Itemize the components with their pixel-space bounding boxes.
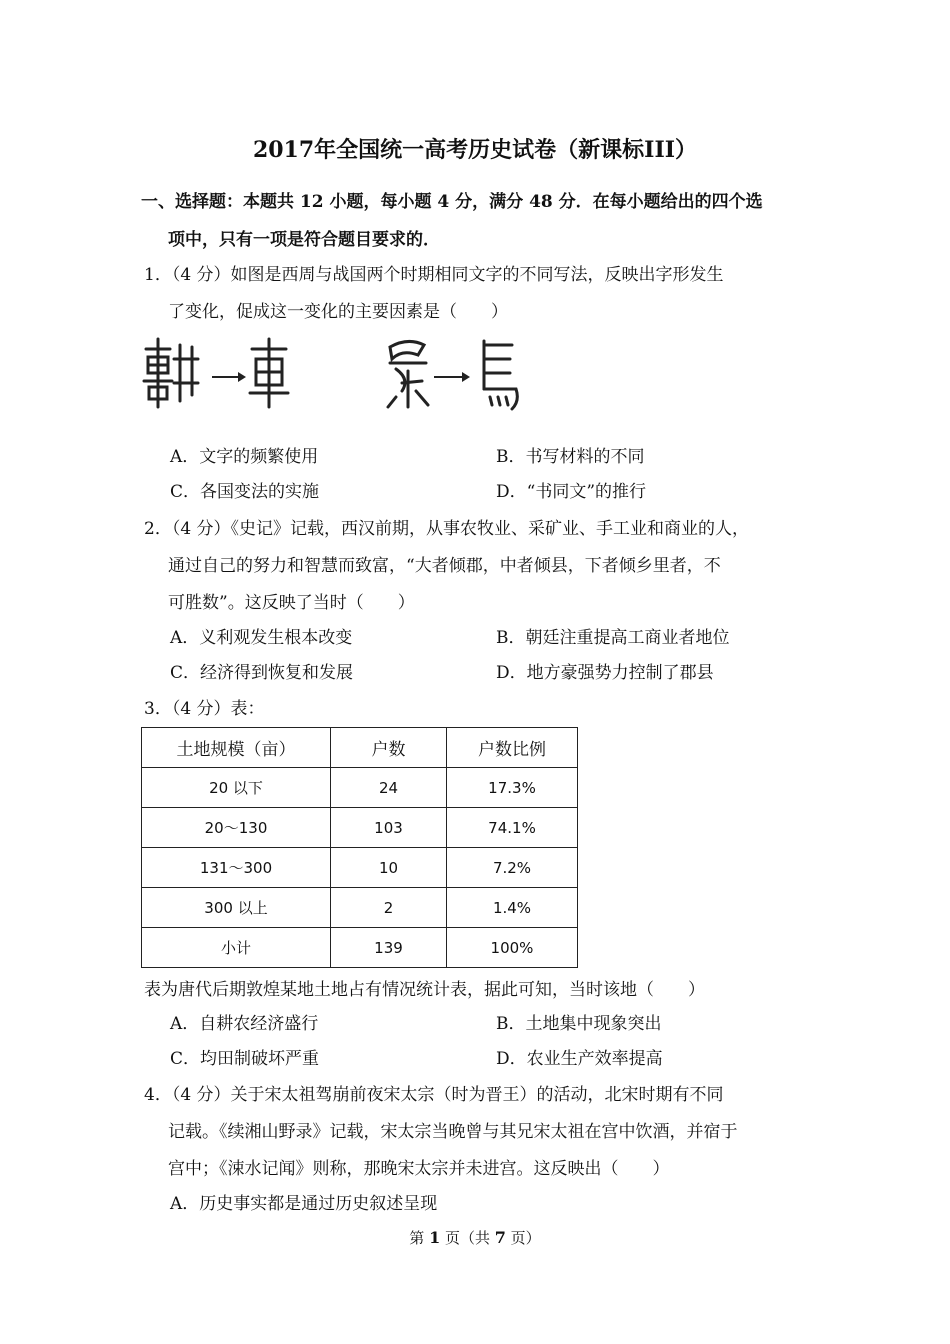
footer-prefix: 第 (409, 1229, 430, 1247)
table-cell: 20 以下 (142, 768, 331, 808)
table-cell: 2 (331, 888, 447, 928)
table-row (142, 808, 578, 848)
q4-option-a: A．历史事实都是通过历史叙述呈现 (170, 1194, 438, 1214)
q1-option-a: A．文字的频繁使用 (170, 447, 319, 467)
table-cell: 小计 (142, 928, 331, 968)
q1-option-d: D．“书同文”的推行 (496, 482, 647, 502)
q2-option-b: B．朝廷注重提高工商业者地位 (496, 628, 730, 648)
table-cell: 7.2% (447, 848, 578, 888)
q2-option-a: A．义利观发生根本改变 (170, 628, 353, 648)
section-heading-line1: 一、选择题：本题共 12 小题，每小题 4 分，满分 48 分．在每小题给出的四个选 (141, 192, 763, 212)
q3-caption: 表为唐代后期敦煌某地土地占有情况统计表，据此可知，当时该地（ ） (144, 980, 705, 1000)
q1-stem-line1: 1．（4 分）如图是西周与战国两个时期相同文字的不同写法，反映出字形发生 (144, 265, 724, 285)
table-cell: 103 (331, 808, 447, 848)
total-pages: 7 (494, 1228, 506, 1247)
q4-stem-line3: 宫中；《涑水记闻》则称，那晚宋太宗并未进宫。这反映出（ ） (168, 1159, 670, 1179)
section-heading-line2: 项中，只有一项是符合题目要求的． (168, 230, 440, 250)
arrow-icon (212, 372, 246, 382)
table-cell: 20～130 (142, 808, 331, 848)
q2-stem-line1: 2．（4 分）《史记》记载，西汉前期，从事农牧业、采矿业、手工业和商业的人， (144, 519, 750, 539)
table-cell: 300 以上 (142, 888, 331, 928)
table-cell: 10 (331, 848, 447, 888)
q3-option-b: B．土地集中现象突出 (496, 1014, 662, 1034)
q3-option-c: C．均田制破坏严重 (170, 1049, 320, 1069)
table-header-cell: 户数 (331, 728, 447, 768)
q2-stem-line2: 通过自己的努力和智慧而致富，“大者倾郡，中者倾县，下者倾乡里者，不 (168, 556, 721, 576)
q3-option-d: D．农业生产效率提高 (496, 1049, 663, 1069)
table-row (142, 928, 578, 968)
table-cell: 17.3% (447, 768, 578, 808)
footer-middle: 页（共 (440, 1229, 495, 1247)
table-row (142, 848, 578, 888)
page-footer (0, 1227, 950, 1248)
q1-stem-line2: 了变化，促成这一变化的主要因素是（ ） (168, 302, 508, 322)
arrow-icon (434, 372, 470, 382)
che-zhou-glyph (144, 339, 198, 407)
table-header-cell: 户数比例 (447, 728, 578, 768)
ma-qin-glyph (484, 341, 517, 409)
q2-stem-line3: 可胜数”。这反映了当时（ ） (168, 593, 415, 613)
q1-option-c: C．各国变法的实施 (170, 482, 320, 502)
q4-stem-line2: 记载。《续湘山野录》记载，宋太宗当晚曾与其兄宋太祖在宫中饮酒，并宿于 (168, 1122, 738, 1142)
page-title: 2017年全国统一高考历史试卷（新课标III） (252, 137, 698, 163)
table-cell: 131～300 (142, 848, 331, 888)
table-row (142, 768, 578, 808)
q2-option-c: C．经济得到恢复和发展 (170, 663, 354, 683)
table-header-row (142, 728, 578, 768)
table-cell: 100% (447, 928, 578, 968)
table-cell: 24 (331, 768, 447, 808)
q1-option-b: B．书写材料的不同 (496, 447, 645, 467)
q4-stem-line1: 4．（4 分）关于宋太祖驾崩前夜宋太宗（时为晋王）的活动，北宋时期有不同 (144, 1085, 724, 1105)
table-cell: 74.1% (447, 808, 578, 848)
table-cell: 139 (331, 928, 447, 968)
q3-option-a: A．自耕农经济盛行 (170, 1014, 319, 1034)
q3-stem-line1: 3．（4 分）表： (144, 699, 265, 719)
table-row (142, 888, 578, 928)
footer-suffix: 页） (505, 1229, 541, 1247)
q1-ancient-characters-figure (140, 335, 530, 415)
ma-zhou-glyph (388, 341, 428, 407)
che-qin-glyph (250, 339, 288, 407)
q2-option-d: D．地方豪强势力控制了郡县 (496, 663, 714, 683)
table-header-cell: 土地规模（亩） (142, 728, 331, 768)
land-statistics-table (141, 727, 578, 968)
table-cell: 1.4% (447, 888, 578, 928)
page-number: 1 (429, 1228, 441, 1247)
